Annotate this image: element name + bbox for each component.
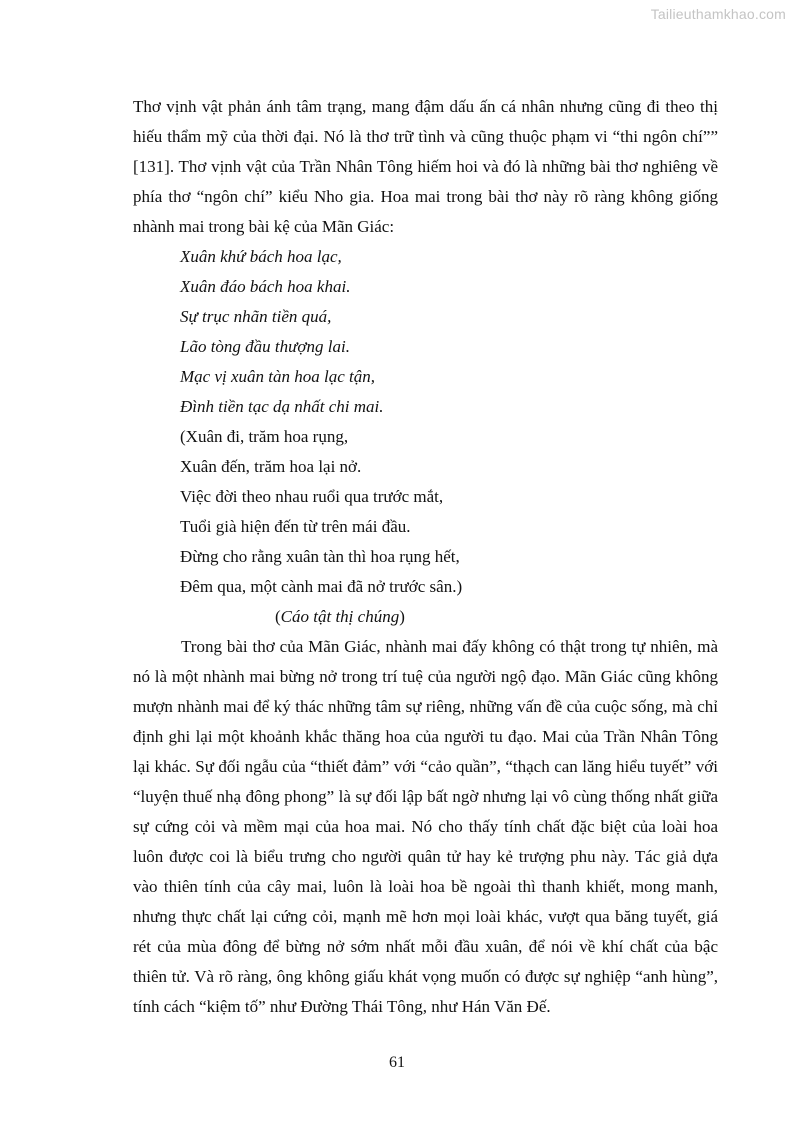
- translation-line: Tuổi già hiện đến từ trên mái đầu.: [180, 517, 411, 536]
- poem-translation: [133, 422, 718, 602]
- page-number: 61: [389, 1054, 405, 1071]
- source-close-paren: ): [399, 607, 405, 626]
- source-title: Cáo tật thị chúng: [280, 607, 400, 626]
- translation-line: Đêm qua, một cành mai đã nở trước sân.): [180, 577, 463, 596]
- poem-line: Xuân đáo bách hoa khai.: [180, 277, 351, 296]
- poem-line: Mạc vị xuân tàn hoa lạc tận,: [180, 367, 375, 386]
- translation-line: Xuân đến, trăm hoa lại nở.: [180, 457, 362, 476]
- analysis-paragraph: Trong bài thơ của Mãn Giác, nhành mai đấy không có thật trong tự nhiên, mà nó là một nhành mai bừng nở trong trí tuệ của người ngộ đạo. Mãn Giác cũng không mượn nhành mai để ký thác những tâm sự riêng, những vấn đề của cuộc sống, mà chỉ định ghi lại một khoảnh khắc thăng hoa của người tu đạo. Mai của Trần Nhân Tông lại khác. Sự đối ngẫu của “thiết đảm” với “cảo quần”, “thạch can lăng hiểu tuyết” với “luyện thuế nhạ đông phong” là sự đối lập bất ngờ nhưng lại vô cùng thống nhất giữa sự cứng cỏi và mềm mại của hoa mai. Nó cho thấy tính chất đặc biệt của loài hoa luôn được coi là biểu trưng cho người quân tử hay kẻ trượng phu này. Tác giả dựa vào thiên tính của cây mai, luôn là loài hoa bề ngoài thì thanh khiết, mong manh, nhưng thực chất lại cứng cỏi, mạnh mẽ hơn mọi loài khác, vượt qua băng tuyết, giá rét của mùa đông để bừng nở sớm nhất mỗi đầu xuân, để nói về khí chất của bậc thiên tử. Và rõ ràng, ông không giấu khát vọng muốn có được sự nghiệp “anh hùng”, tính cách “kiệm tố” như Đường Thái Tông, như Hán Văn Đế.: [133, 637, 718, 1016]
- poem-source: [133, 602, 718, 632]
- translation-line: Việc đời theo nhau ruổi qua trước mắt,: [180, 487, 444, 506]
- translation-line: Đừng cho rằng xuân tàn thì hoa rụng hết,: [180, 547, 460, 566]
- poem-line: Sự trục nhãn tiền quá,: [180, 307, 332, 326]
- translation-line: (Xuân đi, trăm hoa rụng,: [180, 427, 349, 446]
- page-body: [133, 92, 718, 1022]
- poem-original: [133, 242, 718, 422]
- poem-line: Xuân khứ bách hoa lạc,: [180, 247, 342, 266]
- poem-line: Lão tòng đầu thượng lai.: [180, 337, 350, 356]
- watermark-text: Tailieuthamkhao.com: [650, 6, 786, 22]
- intro-paragraph: Thơ vịnh vật phản ánh tâm trạng, mang đậm dấu ấn cá nhân nhưng cũng đi theo thị hiếu thẩm mỹ của thời đại. Nó là thơ trữ tình và cũng thuộc phạm vi “thi ngôn chí”” [131]. Thơ vịnh vật của Trần Nhân Tông hiếm hoi và đó là những bài thơ nghiêng về phía thơ “ngôn chí” kiểu Nho gia. Hoa mai trong bài thơ này rõ ràng không giống nhành mai trong bài kệ của Mãn Giác:: [133, 97, 718, 236]
- source-open-paren: (: [275, 607, 281, 626]
- poem-line: Đình tiền tạc dạ nhất chi mai.: [180, 397, 384, 416]
